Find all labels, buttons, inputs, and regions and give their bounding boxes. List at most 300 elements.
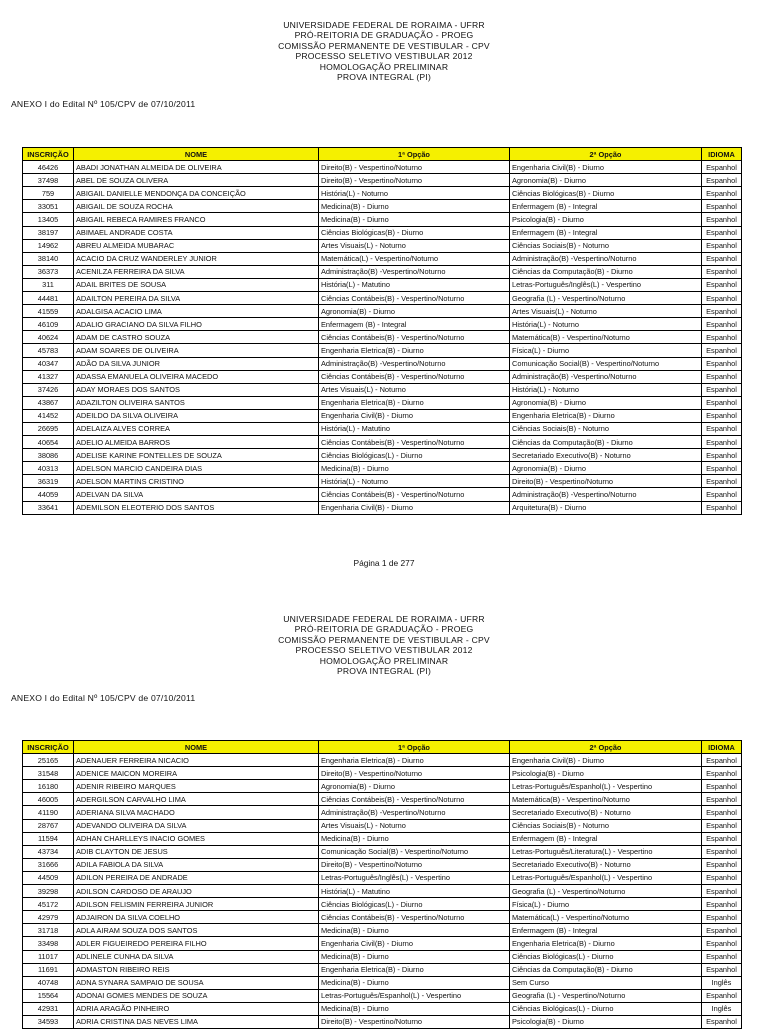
cell-nome: ADASSA EMANUELA OLIVEIRA MACEDO [74, 370, 319, 383]
table-row [23, 806, 742, 819]
header-line: PRÓ-REITORIA DE GRADUAÇÃO - PROEG [294, 30, 474, 41]
cell-opcao-2: História(L) - Noturno [510, 318, 702, 331]
cell-opcao-1: História(L) - Matutino [319, 422, 510, 435]
cell-idioma: Espanhol [702, 845, 742, 858]
cell-opcao-1: Engenharia Eletrica(B) - Diurno [319, 344, 510, 357]
cell-idioma: Espanhol [702, 422, 742, 435]
cell-idioma: Espanhol [702, 754, 742, 767]
cell-opcao-2: Geografia (L) - Vespertino/Noturno [510, 989, 702, 1002]
table-row [23, 989, 742, 1002]
cell-opcao-2: Ciências da Computação(B) - Diurno [510, 963, 702, 976]
cell-inscricao: 41327 [23, 370, 74, 383]
cell-nome: ABIGAIL DANIELLE MENDONÇA DA CONCEIÇÃO [74, 187, 319, 200]
cell-opcao-1: História(L) - Matutino [319, 885, 510, 898]
table-row [23, 331, 742, 344]
cell-idioma: Espanhol [702, 357, 742, 370]
cell-opcao-1: Letras-Português/Espanhol(L) - Vespertino [319, 989, 510, 1002]
col-opcao-2: 2ª Opção [510, 148, 702, 161]
cell-idioma: Espanhol [702, 239, 742, 252]
header-line: UNIVERSIDADE FEDERAL DE RORAIMA - UFRR [283, 20, 485, 30]
cell-opcao-2: Letras-Português/Espanhol(L) - Vespertino [510, 780, 702, 793]
cell-inscricao: 39298 [23, 885, 74, 898]
cell-opcao-1: Direito(B) - Vespertino/Noturno [319, 1015, 510, 1028]
cell-nome: ADEVANDO OLIVEIRA DA SILVA [74, 819, 319, 832]
table-row [23, 767, 742, 780]
cell-idioma: Espanhol [702, 318, 742, 331]
cell-opcao-2: Psicologia(B) - Diurno [510, 1015, 702, 1028]
cell-opcao-2: Secretariado Executivo(B) - Noturno [510, 858, 702, 871]
cell-inscricao: 38140 [23, 252, 74, 265]
cell-opcao-2: Ciências Biológicas(L) - Diurno [510, 950, 702, 963]
cell-idioma: Espanhol [702, 937, 742, 950]
cell-inscricao: 44509 [23, 871, 74, 884]
cell-inscricao: 42931 [23, 1002, 74, 1015]
cell-inscricao: 11691 [23, 963, 74, 976]
table-row [23, 422, 742, 435]
cell-idioma: Espanhol [702, 989, 742, 1002]
cell-opcao-1: Ciências Biológicas(L) - Diurno [319, 898, 510, 911]
cell-opcao-1: Medicina(B) - Diurno [319, 976, 510, 989]
table-row [23, 252, 742, 265]
cell-nome: ADELISE KARINE FONTELLES DE SOUZA [74, 449, 319, 462]
page-number: Página 1 de 277 [353, 558, 415, 568]
cell-opcao-2: Enfermagem (B) - Integral [510, 924, 702, 937]
cell-inscricao: 31718 [23, 924, 74, 937]
cell-idioma: Espanhol [702, 174, 742, 187]
table-row [23, 344, 742, 357]
cell-idioma: Espanhol [702, 370, 742, 383]
document-header-1 [0, 20, 768, 82]
cell-opcao-1: Artes Visuais(L) - Noturno [319, 239, 510, 252]
cell-inscricao: 34593 [23, 1015, 74, 1028]
cell-opcao-1: Direito(B) - Vespertino/Noturno [319, 858, 510, 871]
cell-idioma: Espanhol [702, 252, 742, 265]
cell-inscricao: 38086 [23, 449, 74, 462]
cell-nome: ABEL DE SOUZA OLIVERA [74, 174, 319, 187]
cell-nome: ABIGAIL DE SOUZA ROCHA [74, 200, 319, 213]
cell-opcao-2: Engenharia Civil(B) - Diurno [510, 754, 702, 767]
cell-nome: ADERIANA SILVA MACHADO [74, 806, 319, 819]
cell-inscricao: 46005 [23, 793, 74, 806]
cell-inscricao: 26695 [23, 422, 74, 435]
cell-opcao-2: Psicologia(B) - Diurno [510, 213, 702, 226]
cell-nome: ABIMAEL ANDRADE COSTA [74, 226, 319, 239]
cell-opcao-1: Engenharia Civil(B) - Diurno [319, 937, 510, 950]
cell-opcao-1: Medicina(B) - Diurno [319, 950, 510, 963]
cell-idioma: Espanhol [702, 344, 742, 357]
cell-opcao-2: Ciências da Computação(B) - Diurno [510, 436, 702, 449]
cell-nome: ADELAIZA ALVES CORREA [74, 422, 319, 435]
cell-idioma: Espanhol [702, 819, 742, 832]
table-row [23, 501, 742, 514]
cell-opcao-2: Física(L) - Diurno [510, 344, 702, 357]
table-row [23, 396, 742, 409]
cell-idioma: Espanhol [702, 767, 742, 780]
table-row [23, 924, 742, 937]
cell-opcao-1: Agronomia(B) - Diurno [319, 780, 510, 793]
table-row [23, 292, 742, 305]
cell-nome: ACACIO DA CRUZ WANDERLEY JUNIOR [74, 252, 319, 265]
cell-nome: ADELVAN DA SILVA [74, 488, 319, 501]
cell-inscricao: 33051 [23, 200, 74, 213]
cell-nome: ADJAIRON DA SILVA COELHO [74, 911, 319, 924]
cell-opcao-1: Ciências Contábeis(B) - Vespertino/Noturno [319, 292, 510, 305]
cell-nome: ADÃO DA SILVA JUNIOR [74, 357, 319, 370]
cell-inscricao: 38197 [23, 226, 74, 239]
cell-opcao-1: Ciências Contábeis(B) - Vespertino/Noturno [319, 331, 510, 344]
cell-inscricao: 43867 [23, 396, 74, 409]
cell-opcao-1: Engenharia Eletrica(B) - Diurno [319, 963, 510, 976]
cell-opcao-2: Psicologia(B) - Diurno [510, 767, 702, 780]
cell-idioma: Espanhol [702, 488, 742, 501]
cell-nome: ADALIO GRACIANO DA SILVA FILHO [74, 318, 319, 331]
cell-idioma: Espanhol [702, 161, 742, 174]
header-line: PROCESSO SELETIVO VESTIBULAR 2012 [295, 645, 473, 656]
col-opcao-1: 1ª Opção [319, 148, 510, 161]
cell-nome: ADLINELE CUNHA DA SILVA [74, 950, 319, 963]
cell-idioma: Espanhol [702, 265, 742, 278]
table-row [23, 318, 742, 331]
cell-idioma: Espanhol [702, 871, 742, 884]
cell-opcao-1: Ciências Contábeis(B) - Vespertino/Noturno [319, 911, 510, 924]
cell-opcao-1: Medicina(B) - Diurno [319, 832, 510, 845]
cell-opcao-2: Engenharia Civil(B) - Diurno [510, 161, 702, 174]
cell-nome: ADAM SOARES DE OLIVEIRA [74, 344, 319, 357]
cell-nome: ADALGISA ACACIO LIMA [74, 305, 319, 318]
header-line: COMISSÃO PERMANENTE DE VESTIBULAR - CPV [278, 634, 490, 645]
cell-inscricao: 41559 [23, 305, 74, 318]
cell-opcao-1: Enfermagem (B) - Integral [319, 318, 510, 331]
table-row [23, 871, 742, 884]
cell-inscricao: 31548 [23, 767, 74, 780]
cell-nome: ADILON PEREIRA DE ANDRADE [74, 871, 319, 884]
cell-idioma: Espanhol [702, 806, 742, 819]
cell-inscricao: 43734 [23, 845, 74, 858]
cell-opcao-2: Matemática(B) - Vespertino/Noturno [510, 331, 702, 344]
cell-opcao-1: Direito(B) - Vespertino/Noturno [319, 174, 510, 187]
cell-inscricao: 40624 [23, 331, 74, 344]
cell-inscricao: 40347 [23, 357, 74, 370]
cell-nome: ADENIR RIBEIRO MARQUES [74, 780, 319, 793]
cell-opcao-1: Medicina(B) - Diurno [319, 213, 510, 226]
cell-inscricao: 14962 [23, 239, 74, 252]
cell-inscricao: 37426 [23, 383, 74, 396]
table-row [23, 832, 742, 845]
cell-inscricao: 44059 [23, 488, 74, 501]
cell-inscricao: 33498 [23, 937, 74, 950]
document-header-2 [0, 614, 768, 676]
table-row [23, 174, 742, 187]
cell-opcao-2: História(L) - Noturno [510, 383, 702, 396]
cell-inscricao: 40654 [23, 436, 74, 449]
table-row [23, 950, 742, 963]
cell-opcao-2: Enfermagem (B) - Integral [510, 200, 702, 213]
cell-opcao-2: Administração(B) -Vespertino/Noturno [510, 488, 702, 501]
cell-idioma: Espanhol [702, 793, 742, 806]
cell-opcao-1: História(L) - Noturno [319, 187, 510, 200]
cell-idioma: Espanhol [702, 292, 742, 305]
cell-inscricao: 46426 [23, 161, 74, 174]
col-inscricao: INSCRIÇÃO [23, 741, 74, 754]
cell-idioma: Inglês [702, 976, 742, 989]
cell-opcao-1: Engenharia Civil(B) - Diurno [319, 409, 510, 422]
cell-nome: ADAZILTON OLIVEIRA SANTOS [74, 396, 319, 409]
cell-inscricao: 36319 [23, 475, 74, 488]
cell-idioma: Espanhol [702, 911, 742, 924]
cell-opcao-2: Ciências da Computação(B) - Diurno [510, 265, 702, 278]
cell-inscricao: 11594 [23, 832, 74, 845]
cell-nome: ADRIA ARAGÃO PINHEIRO [74, 1002, 319, 1015]
cell-opcao-1: Letras-Português/Inglês(L) - Vespertino [319, 871, 510, 884]
cell-idioma: Espanhol [702, 278, 742, 291]
header-line: HOMOLOGAÇÃO PRELIMINAR [319, 61, 449, 72]
cell-inscricao: 42979 [23, 911, 74, 924]
cell-inscricao: 45172 [23, 898, 74, 911]
cell-opcao-1: Engenharia Civil(B) - Diurno [319, 501, 510, 514]
cell-opcao-2: Engenharia Eletrica(B) - Diurno [510, 937, 702, 950]
table-header-row [23, 148, 742, 161]
table-row [23, 200, 742, 213]
candidates-table-2 [22, 740, 742, 1029]
table-row [23, 819, 742, 832]
cell-opcao-2: Administração(B) -Vespertino/Noturno [510, 370, 702, 383]
cell-opcao-1: Medicina(B) - Diurno [319, 200, 510, 213]
cell-nome: ADRIA CRISTINA DAS NEVES LIMA [74, 1015, 319, 1028]
table-row [23, 475, 742, 488]
col-idioma: IDIOMA [702, 741, 742, 754]
cell-opcao-1: Direito(B) - Vespertino/Noturno [319, 767, 510, 780]
col-opcao-1: 1ª Opção [319, 741, 510, 754]
cell-idioma: Espanhol [702, 396, 742, 409]
table-row [23, 278, 742, 291]
cell-idioma: Espanhol [702, 409, 742, 422]
cell-idioma: Espanhol [702, 475, 742, 488]
cell-opcao-1: Administração(B) -Vespertino/Noturno [319, 357, 510, 370]
cell-nome: ADAIL BRITES DE SOUSA [74, 278, 319, 291]
cell-inscricao: 44481 [23, 292, 74, 305]
cell-opcao-1: Ciências Contábeis(B) - Vespertino/Noturno [319, 436, 510, 449]
cell-opcao-2: Engenharia Eletrica(B) - Diurno [510, 409, 702, 422]
cell-opcao-2: Letras-Português/Espanhol(L) - Vespertino [510, 871, 702, 884]
table-row [23, 793, 742, 806]
cell-inscricao: 31666 [23, 858, 74, 871]
cell-nome: ADEMILSON ELEOTERIO DOS SANTOS [74, 501, 319, 514]
cell-inscricao: 28767 [23, 819, 74, 832]
cell-opcao-2: Matemática(B) - Vespertino/Noturno [510, 793, 702, 806]
cell-opcao-1: Ciências Contábeis(B) - Vespertino/Noturno [319, 488, 510, 501]
table-row [23, 226, 742, 239]
cell-idioma: Espanhol [702, 383, 742, 396]
table-row [23, 1015, 742, 1028]
cell-opcao-1: Artes Visuais(L) - Noturno [319, 383, 510, 396]
cell-inscricao: 40313 [23, 462, 74, 475]
cell-nome: ADENICE MAICON MOREIRA [74, 767, 319, 780]
cell-opcao-2: Geografia (L) - Vespertino/Noturno [510, 885, 702, 898]
table-row [23, 409, 742, 422]
cell-opcao-1: Administração(B) -Vespertino/Noturno [319, 265, 510, 278]
cell-idioma: Espanhol [702, 331, 742, 344]
header-line: UNIVERSIDADE FEDERAL DE RORAIMA - UFRR [283, 614, 485, 624]
cell-idioma: Espanhol [702, 924, 742, 937]
cell-opcao-2: Ciências Sociais(B) - Noturno [510, 819, 702, 832]
table-row [23, 213, 742, 226]
cell-opcao-1: História(L) - Matutino [319, 278, 510, 291]
cell-opcao-2: Artes Visuais(L) - Noturno [510, 305, 702, 318]
cell-idioma: Espanhol [702, 1015, 742, 1028]
cell-opcao-2: Administração(B) -Vespertino/Noturno [510, 252, 702, 265]
cell-inscricao: 33641 [23, 501, 74, 514]
cell-opcao-2: Agronomia(B) - Diurno [510, 396, 702, 409]
header-line: COMISSÃO PERMANENTE DE VESTIBULAR - CPV [278, 40, 490, 51]
table-row [23, 488, 742, 501]
cell-nome: ADLER FIGUEIREDO PEREIRA FILHO [74, 937, 319, 950]
annex-reference: ANEXO I do Edital Nº 105/CPV de 07/10/2011 [11, 693, 196, 703]
cell-opcao-2: Geografia (L) - Vespertino/Noturno [510, 292, 702, 305]
cell-inscricao: 11017 [23, 950, 74, 963]
col-inscricao: INSCRIÇÃO [23, 148, 74, 161]
cell-idioma: Espanhol [702, 963, 742, 976]
table-row [23, 265, 742, 278]
table-row [23, 937, 742, 950]
cell-opcao-1: História(L) - Noturno [319, 475, 510, 488]
cell-nome: ADILA FABIOLA DA SILVA [74, 858, 319, 871]
table-row [23, 370, 742, 383]
header-line: PROVA INTEGRAL (PI) [336, 666, 432, 677]
cell-inscricao: 41452 [23, 409, 74, 422]
table-row [23, 885, 742, 898]
cell-nome: ADLA AIRAM SOUZA DOS SANTOS [74, 924, 319, 937]
cell-opcao-2: Matemática(L) - Vespertino/Noturno [510, 911, 702, 924]
cell-inscricao: 16180 [23, 780, 74, 793]
cell-opcao-2: Arquitetura(B) - Diurno [510, 501, 702, 514]
table-row [23, 449, 742, 462]
cell-idioma: Espanhol [702, 858, 742, 871]
cell-idioma: Espanhol [702, 950, 742, 963]
table-row [23, 161, 742, 174]
cell-opcao-2: Direito(B) - Vespertino/Noturno [510, 475, 702, 488]
cell-idioma: Espanhol [702, 449, 742, 462]
cell-nome: ABREU ALMEIDA MUBARAC [74, 239, 319, 252]
cell-opcao-1: Comunicação Social(B) - Vespertino/Noturno [319, 845, 510, 858]
table-row [23, 383, 742, 396]
table-row [23, 239, 742, 252]
cell-nome: ADELSON MARCIO CANDEIRA DIAS [74, 462, 319, 475]
cell-nome: ADONAI GOMES MENDES DE SOUZA [74, 989, 319, 1002]
table-row [23, 911, 742, 924]
cell-opcao-2: Agronomia(B) - Diurno [510, 174, 702, 187]
cell-inscricao: 41190 [23, 806, 74, 819]
cell-opcao-1: Medicina(B) - Diurno [319, 462, 510, 475]
cell-nome: ADHAN CHARLLEYS INACIO GOMES [74, 832, 319, 845]
cell-nome: ADMASTON RIBEIRO REIS [74, 963, 319, 976]
cell-nome: ADAILTON PEREIRA DA SILVA [74, 292, 319, 305]
cell-inscricao: 15564 [23, 989, 74, 1002]
cell-inscricao: 36373 [23, 265, 74, 278]
cell-inscricao: 40748 [23, 976, 74, 989]
cell-nome: ADELIO ALMEIDA BARROS [74, 436, 319, 449]
col-nome: NOME [74, 741, 319, 754]
cell-opcao-2: Ciências Biológicas(B) - Diurno [510, 187, 702, 200]
cell-idioma: Espanhol [702, 213, 742, 226]
cell-opcao-2: Sem Curso [510, 976, 702, 989]
cell-inscricao: 13405 [23, 213, 74, 226]
cell-idioma: Espanhol [702, 898, 742, 911]
header-line: PROCESSO SELETIVO VESTIBULAR 2012 [295, 51, 473, 62]
cell-opcao-1: Agronomia(B) - Diurno [319, 305, 510, 318]
header-line: PROVA INTEGRAL (PI) [336, 72, 432, 83]
table-row [23, 976, 742, 989]
cell-inscricao: 37498 [23, 174, 74, 187]
cell-opcao-1: Ciências Contábeis(B) - Vespertino/Noturno [319, 793, 510, 806]
table-row [23, 305, 742, 318]
cell-idioma: Espanhol [702, 226, 742, 239]
header-line: PRÓ-REITORIA DE GRADUAÇÃO - PROEG [294, 624, 474, 635]
cell-idioma: Espanhol [702, 200, 742, 213]
table-row [23, 780, 742, 793]
cell-opcao-2: Comunicação Social(B) - Vespertino/Noturno [510, 357, 702, 370]
cell-idioma: Espanhol [702, 885, 742, 898]
cell-opcao-1: Ciências Contábeis(B) - Vespertino/Noturno [319, 370, 510, 383]
cell-inscricao: 759 [23, 187, 74, 200]
cell-opcao-2: Letras-Português/Literatura(L) - Vespertino [510, 845, 702, 858]
cell-nome: ADAY MORAES DOS SANTOS [74, 383, 319, 396]
cell-opcao-1: Ciências Biológicas(B) - Diurno [319, 226, 510, 239]
cell-nome: ADNA SYNARA SAMPAIO DE SOUSA [74, 976, 319, 989]
header-line: HOMOLOGAÇÃO PRELIMINAR [319, 655, 449, 666]
cell-idioma: Espanhol [702, 780, 742, 793]
cell-nome: ADILSON FELISMIN FERREIRA JUNIOR [74, 898, 319, 911]
cell-opcao-1: Medicina(B) - Diurno [319, 1002, 510, 1015]
cell-nome: ACENILZA FERREIRA DA SILVA [74, 265, 319, 278]
table-row [23, 1002, 742, 1015]
table-row [23, 436, 742, 449]
col-idioma: IDIOMA [702, 148, 742, 161]
cell-opcao-2: Secretariado Executivo(B) - Noturno [510, 806, 702, 819]
annex-reference: ANEXO I do Edital Nº 105/CPV de 07/10/2011 [11, 99, 196, 109]
cell-opcao-2: Física(L) - Diurno [510, 898, 702, 911]
table-row [23, 963, 742, 976]
cell-nome: ADELSON MARTINS CRISTINO [74, 475, 319, 488]
cell-opcao-2: Enfermagem (B) - Integral [510, 226, 702, 239]
table-row [23, 858, 742, 871]
cell-inscricao: 311 [23, 278, 74, 291]
table-body [23, 754, 742, 1029]
table-header-row [23, 741, 742, 754]
cell-opcao-2: Letras-Português/Inglês(L) - Vespertino [510, 278, 702, 291]
cell-nome: ADILSON CARDOSO DE ARAUJO [74, 885, 319, 898]
cell-opcao-1: Matemática(L) - Vespertino/Noturno [319, 252, 510, 265]
cell-nome: ABIGAIL REBECA RAMIRES FRANCO [74, 213, 319, 226]
cell-opcao-1: Ciências Biológicas(L) - Diurno [319, 449, 510, 462]
cell-idioma: Espanhol [702, 305, 742, 318]
cell-nome: ADAM DE CASTRO SOUZA [74, 331, 319, 344]
cell-nome: ABADI JONATHAN ALMEIDA DE OLIVEIRA [74, 161, 319, 174]
candidates-table-1 [22, 147, 742, 515]
table-row [23, 845, 742, 858]
cell-idioma: Espanhol [702, 832, 742, 845]
cell-idioma: Espanhol [702, 501, 742, 514]
cell-inscricao: 25165 [23, 754, 74, 767]
cell-opcao-2: Ciências Sociais(B) - Noturno [510, 239, 702, 252]
cell-opcao-2: Ciências Biológicas(L) - Diurno [510, 1002, 702, 1015]
col-opcao-2: 2ª Opção [510, 741, 702, 754]
cell-idioma: Espanhol [702, 436, 742, 449]
cell-nome: ADEILDO DA SILVA OLIVEIRA [74, 409, 319, 422]
cell-idioma: Espanhol [702, 462, 742, 475]
cell-opcao-1: Engenharia Eletrica(B) - Diurno [319, 396, 510, 409]
cell-opcao-1: Direito(B) - Vespertino/Noturno [319, 161, 510, 174]
cell-opcao-2: Ciências Sociais(B) - Noturno [510, 422, 702, 435]
